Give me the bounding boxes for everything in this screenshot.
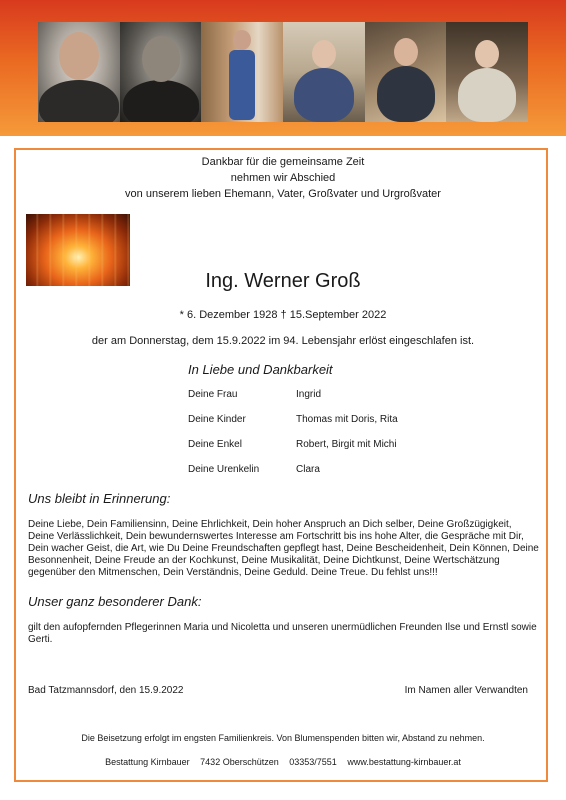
family-relation: Deine Enkel (188, 439, 242, 450)
header-banner (0, 0, 566, 136)
portrait-photo-2 (120, 22, 202, 122)
family-names: Ingrid (296, 389, 322, 400)
on-behalf-text: Im Namen aller Verwandten (404, 685, 528, 696)
family-relation: Deine Urenkelin (188, 464, 260, 475)
funeral-home-website: www.bestattung-kirnbauer.at (347, 757, 461, 767)
family-names: Thomas mit Doris, Rita (296, 414, 398, 425)
family-relation: Deine Frau (188, 389, 238, 400)
thanks-text: gilt den aufopfernden Pflegerinnen Maria und Nicoletta und unseren unermüdlichen Freunden Ilse und Ernstl sowie Gerti. (28, 622, 537, 645)
intro-line-2: nehmen wir Abschied (230, 172, 336, 184)
family-heading: In Liebe und Dankbarkeit (188, 362, 333, 377)
portrait-photo-3 (201, 22, 283, 122)
remember-heading: Uns bleibt in Erinnerung: (28, 491, 171, 506)
photo-collage (38, 22, 528, 122)
thanks-heading: Unser ganz besonderer Dank: (28, 594, 202, 609)
portrait-photo-5 (365, 22, 447, 122)
funeral-home-address: 7432 Oberschützen (200, 757, 279, 767)
footer (0, 757, 566, 767)
funeral-note: Die Beisetzung erfolgt im engsten Familienkreis. Von Blumenspenden bitten wir, Abstand zu nehmen. (81, 733, 485, 743)
portrait-photo-6 (446, 22, 528, 122)
family-names: Clara (296, 464, 320, 475)
place-date: Bad Tatzmannsdorf, den 15.9.2022 (28, 685, 184, 696)
family-relation: Deine Kinder (188, 414, 246, 425)
family-names: Robert, Birgit mit Michi (296, 439, 397, 450)
intro-line-1: Dankbar für die gemeinsame Zeit (201, 156, 365, 168)
life-dates: * 6. Dezember 1928 † 15.September 2022 (179, 309, 387, 321)
portrait-photo-1 (38, 22, 120, 122)
funeral-home-phone: 03353/7551 (289, 757, 337, 767)
intro-line-3: von unserem lieben Ehemann, Vater, Großvater und Urgroßvater (125, 188, 441, 200)
deceased-name: Ing. Werner Groß (205, 270, 361, 292)
remember-text: Deine Liebe, Dein Familiensinn, Deine Ehrlichkeit, Dein hoher Anspruch an Dich selber, Deine Großzügigkeit, Deine Verlässlichkeit, Dein bewundernswertes Interesse am Fortschritt bis ins hohe Alter, die Gespräche mit Dir, Dein wacher Geist, die Art, wie Du Deine Freundschaften gepflegt hast, Deine Bescheidenheit, Dein Können, Deine Besonnenheit, Deine Freude an der Kochkunst, Deine Musikalität, Deine Dichtkunst, Deine Wertschätzung gegenüber den Mitmenschen, Dein Verständnis, Deine Geduld. Deine Treue. Du fehlst uns!!! (28, 519, 539, 578)
intro-text (0, 154, 566, 202)
obituary-line: der am Donnerstag, dem 15.9.2022 im 94. Lebensjahr erlöst eingeschlafen ist. (91, 335, 475, 347)
funeral-home-name: Bestattung Kirnbauer (105, 757, 190, 767)
portrait-photo-4 (283, 22, 365, 122)
